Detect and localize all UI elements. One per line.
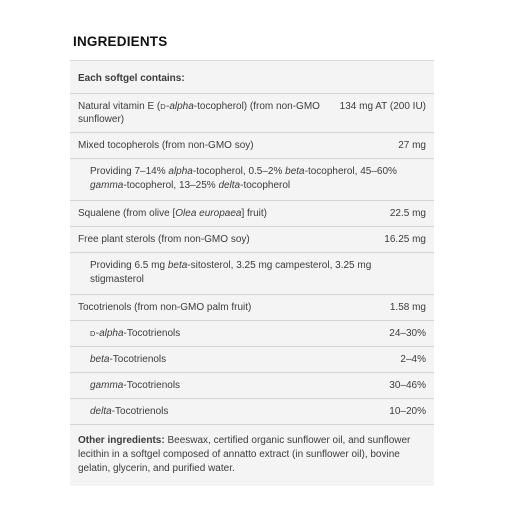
ingredient-name: Squalene (from olive [Olea europaea] fruit) (78, 208, 268, 219)
ingredient-name: Mixed tocopherols (from non-GMO soy) (78, 140, 254, 151)
table-row-tocotrienols (70, 295, 434, 321)
ingredient-name: Tocotrienols (from non-GMO palm fruit) (78, 302, 252, 313)
sterol-breakdown-note: Providing 6.5 mg beta-sitosterol, 3.25 mg campesterol, 3.25 mg stigmasterol (70, 253, 434, 295)
ingredient-name: Natural vitamin E (D-alpha-tocopherol) (from non-GMO sunflower) (78, 101, 320, 125)
ingredient-amount: 2–4% (400, 354, 426, 365)
table-row-squalene (70, 201, 434, 227)
ingredient-amount: 10–20% (389, 406, 426, 417)
ingredient-amount: 24–30% (389, 328, 426, 339)
ingredient-name: Free plant sterols (from non-GMO soy) (78, 234, 250, 245)
table-row-beta-tocotrienols (70, 347, 434, 373)
table-row-vitamin-e (70, 94, 434, 133)
ingredient-amount: 16.25 mg (384, 234, 426, 245)
ingredient-amount: 27 mg (398, 140, 426, 151)
table-row-mixed-tocopherols (70, 133, 434, 159)
other-ingredients-label: Other ingredients: (78, 435, 165, 446)
ingredients-section (70, 30, 434, 486)
table-row-gamma-tocotrienols (70, 373, 434, 399)
page-title: INGREDIENTS (73, 34, 168, 49)
ingredient-amount: 134 mg AT (200 IU) (339, 101, 426, 112)
table-row-delta-tocotrienols (70, 399, 434, 425)
other-ingredients (70, 425, 434, 486)
ingredient-name: D-alpha-Tocotrienols (90, 328, 181, 339)
other-ingredients-text: Beeswax, certified organic sunflower oil, and sunflower lecithin in a softgel composed of annatto extract (in sunflower oil), bovine gelatin, glycerin, and purified water. (78, 435, 411, 474)
ingredient-amount: 30–46% (389, 380, 426, 391)
ingredient-name: beta-Tocotrienols (90, 354, 167, 365)
ingredient-name: delta-Tocotrienols (90, 406, 169, 417)
table-row-plant-sterols (70, 227, 434, 253)
tocopherol-breakdown-note: Providing 7–14% alpha-tocopherol, 0.5–2% beta-tocopherol, 45–60% gamma-tocopherol, 13–25% delta-tocopherol (70, 159, 434, 201)
ingredient-amount: 1.58 mg (389, 302, 426, 313)
ingredients-table (70, 60, 434, 486)
table-subheading: Each softgel contains: (70, 61, 434, 94)
ingredient-amount: 22.5 mg (389, 208, 426, 219)
table-row-alpha-tocotrienols (70, 321, 434, 347)
ingredient-name: gamma-Tocotrienols (90, 380, 181, 391)
